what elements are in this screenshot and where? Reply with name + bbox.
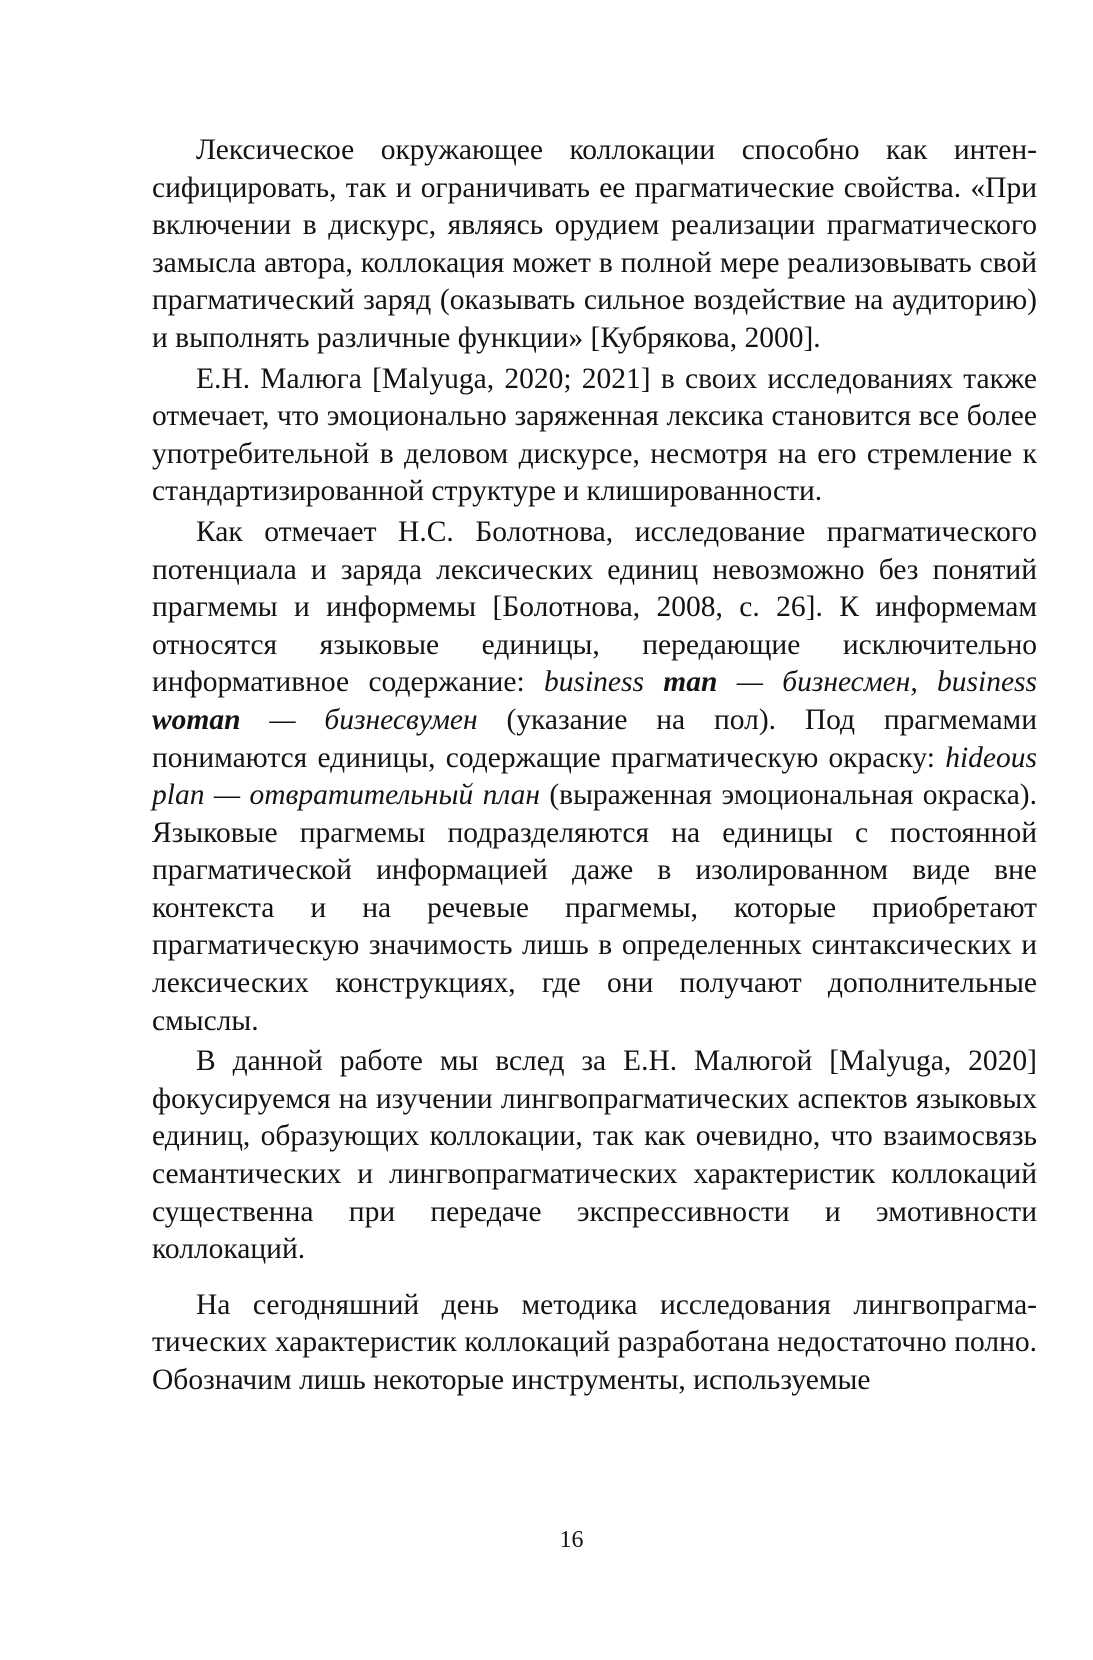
paragraph-3-middle: (указание на пол). Под прагмемами понимаются единицы, содержащие прагматическую окраску: <box>152 703 1037 774</box>
example-hideous-plan: hideous plan — отвратительный план <box>152 741 1037 812</box>
example-business-woman: business woman — бизнесвумен <box>152 666 1038 736</box>
paragraph-1: Лексическое окружающее коллокации способно как интенсифицировать, так и ограничивать ее прагматические свойства. «При включении в дискурс, являясь орудием реализации прагматического замысла автора, коллокация может в полной мере реализовывать свой прагматический заряд (оказывать сильное воздействие на аудиторию) и выполнять различные функции» [Кубрякова, 2000]. <box>152 134 1037 354</box>
paragraph-5: На сегодняшний день методика исследования лингвопрагматических характеристик коллокаций разработана недостаточно полно. Обозначим лишь некоторые инструменты, используемые <box>152 1288 1037 1396</box>
page-number: 16 <box>559 1527 584 1553</box>
paragraph-3-end: (выраженная эмоциональная окраска). Языковые прагмемы подразделяются на единицы с постоянной прагматической информацией даже в изолированном виде вне контекста и на речевые прагмемы, которые приобретают прагматическую значимость лишь в определенных синтаксических и лексических конструкциях, где они получают дополнительные смыслы. <box>152 779 1037 1037</box>
paragraph-3 <box>152 514 1037 1040</box>
paragraph-2: Е.Н. Малюга [Malyuga, 2020; 2021] в своих исследованиях также отмечает, что эмоционально заряженная лексика становится все более употребительной в деловом дискурсе, несмотря на его стремление к стандартизированной структуре и клишированности. <box>152 362 1037 508</box>
paragraph-3-intro: Как отмечает Н.С. Болотнова, исследование прагматического потенциала и заряда лексических единиц невозможно без понятий прагмемы и информемы [Болотнова, 2008, с. 26]. К информемам относятся языковые единицы, передающие исключительно информативное содержание: <box>152 515 1037 699</box>
example-business-man: business man — бизнесмен, <box>543 666 918 699</box>
page-body <box>152 132 1037 1400</box>
paragraph-4: В данной работе мы вслед за Е.Н. Малюгой [Malyuga, 2020] фокусируемся на изучении лингвопрагматических аспектов языковых единиц, образующих коллокации, так как очевидно, что взаимосвязь семантических и лингвопрагматических характеристик коллокаций существенна при передаче экспрессивности и эмотивности коллокаций. <box>152 1045 1037 1266</box>
